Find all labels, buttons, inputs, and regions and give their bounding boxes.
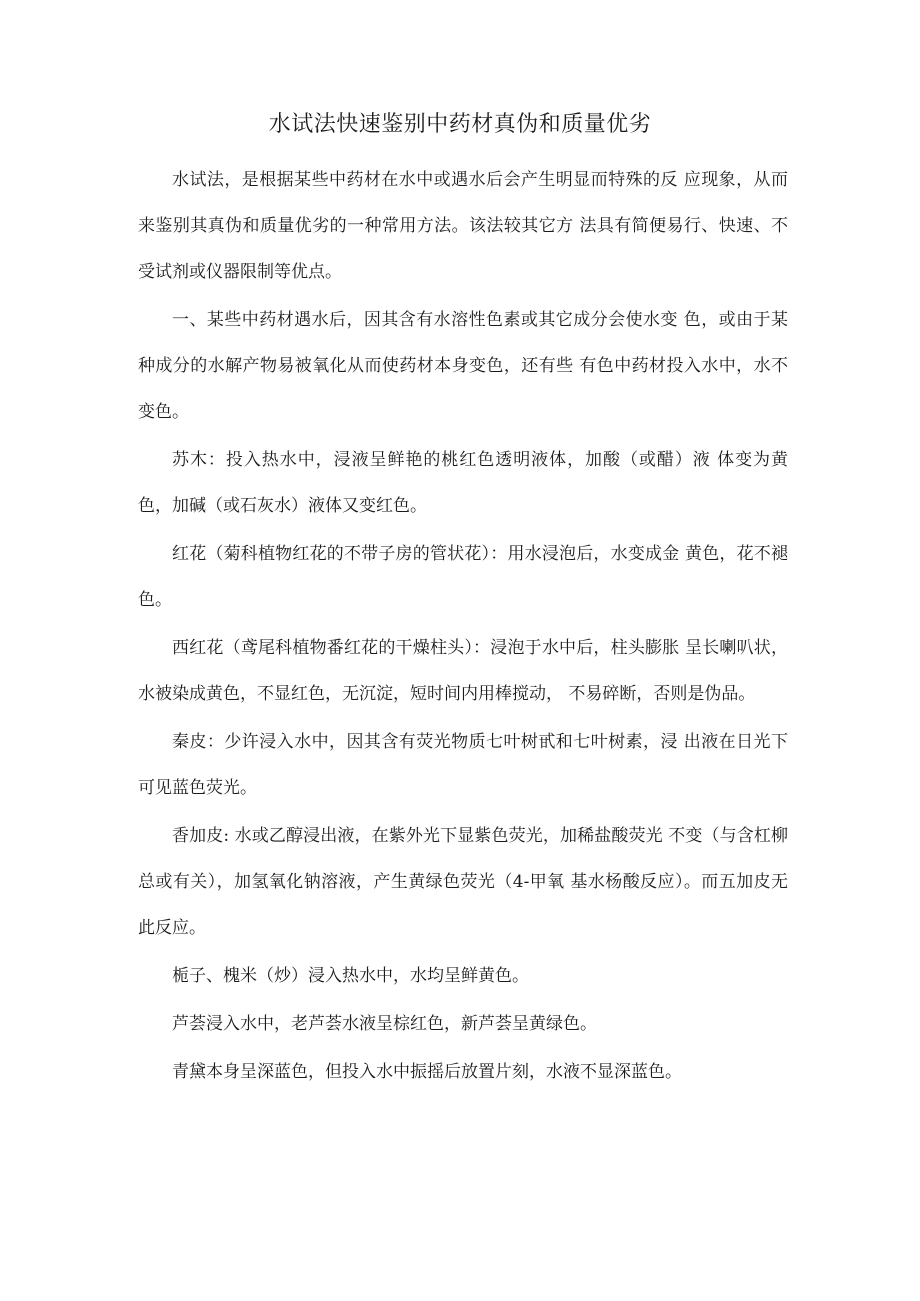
paragraph-xiangjiapi: 香加皮: 水或乙醇浸出液，在紫外光下显紫色荧光，加稀盐酸荧光 不变（与含杠柳总或有关），加氢氧化钠溶液，产生黄绿色荧光（4-甲氧 基水杨酸反应）。而五加皮无此反应。 (138, 826, 788, 938)
paragraph-section-one: 一、某些中药材遇水后，因其含有水溶性色素或其它成分会使水变 色，或由于某种成分的水解产物易被氧化从而使药材本身变色，还有些 有色中药材投入水中，水不变色。 (138, 310, 788, 422)
document-body (138, 157, 788, 1097)
paragraph-intro: 水试法，是根据某些中药材在水中或遇水后会产生明显而特殊的反 应现象，从而来鉴别其真伪和质量优劣的一种常用方法。该法较其它方 法具有简便易行、快速、不受试剂或仪器限制等优点。 (138, 170, 788, 282)
paragraph-qinpi: 秦皮：少许浸入水中，因其含有荧光物质七叶树甙和七叶树素，浸 出液在日光下可见蓝色荧光。 (138, 732, 788, 798)
paragraph-xihonghua: 西红花（鸢尾科植物番红花的干燥柱头）：浸泡于水中后，柱头膨胀 呈长喇叭状，水被染成黄色，不显红色，无沉淀，短时间内用棒搅动， 不易碎断，否则是伪品。 (138, 638, 788, 704)
paragraph-luhui: 芦荟浸入水中，老芦荟水液呈棕红色，新芦荟呈黄绿色。 (172, 1014, 597, 1034)
document-title: 水试法快速鉴别中药材真伪和质量优劣 (268, 112, 652, 137)
paragraph-honghua: 红花（菊科植物红花的不带子房的管状花）：用水浸泡后，水变成金 黄色，花不褪色。 (138, 544, 788, 610)
paragraph-zhizi: 栀子、槐米（炒）浸入热水中，水均呈鲜黄色。 (172, 966, 529, 986)
paragraph-sumu: 苏木：投入热水中，浸液呈鲜艳的桃红色透明液体，加酸（或醋）液 体变为黄色，加碱（或石灰水）液体又变红色。 (138, 450, 788, 516)
paragraph-qingdai: 青黛本身呈深蓝色，但投入水中振摇后放置片刻，水液不显深蓝色。 (172, 1062, 682, 1082)
